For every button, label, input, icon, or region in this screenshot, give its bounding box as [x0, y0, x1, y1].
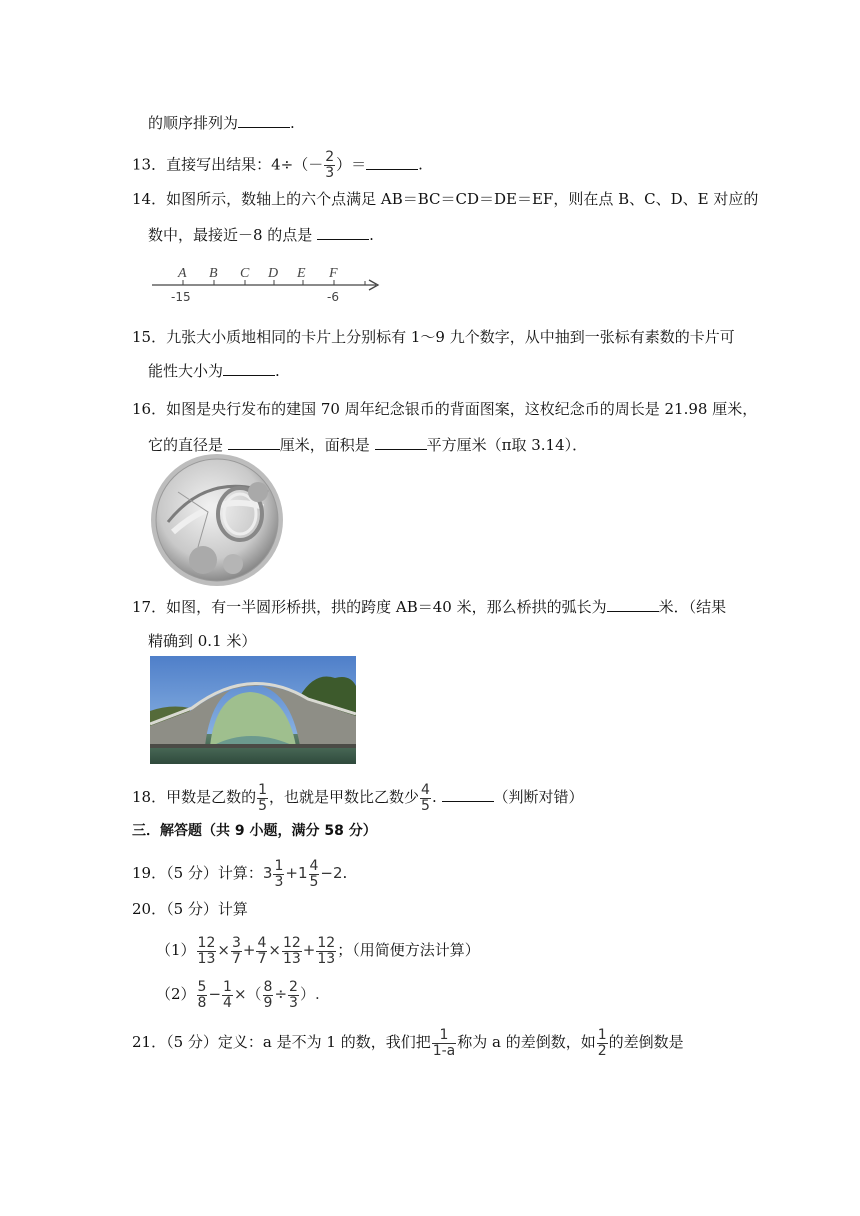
- q20-line: [132, 898, 248, 920]
- q16-text-2a: 它的直径是: [148, 436, 224, 454]
- q15-line2: [148, 360, 280, 382]
- question-number: 16．: [132, 400, 167, 418]
- q12-tail-line: [148, 112, 295, 134]
- q20-part1: [156, 932, 480, 968]
- q21-line: [132, 1024, 684, 1060]
- point-label-b: B: [209, 266, 218, 281]
- period: .: [275, 362, 280, 380]
- operator: ÷: [274, 985, 288, 1003]
- fraction: $\frac{5}{8}$: [197, 978, 207, 1011]
- q18-judge: （判断对错）: [493, 788, 584, 806]
- fraction: $\frac{1}{5}$: [258, 781, 268, 814]
- operator: +: [242, 941, 256, 959]
- q21-text-a: （5 分）定义：a 是不为 1 的数，我们把: [166, 1033, 431, 1051]
- closing-paren: ）.: [299, 985, 320, 1003]
- q17-text-1a: 如图，有一半圆形桥拱，拱的跨度 AB＝40 米，那么桥拱的弧长为: [166, 598, 607, 616]
- question-number: 18．: [132, 788, 167, 806]
- q16-line1: [132, 398, 757, 420]
- q14-line2: [148, 224, 374, 246]
- question-number: 21．: [132, 1033, 167, 1051]
- section-title-text: 三．解答题（共 9 小题，满分 58 分）: [132, 823, 377, 839]
- operator: −2: [320, 864, 343, 882]
- q14-text-2: 数中，最接近－8 的点是: [148, 226, 313, 244]
- point-label-f: F: [329, 266, 338, 281]
- period: .: [342, 864, 348, 882]
- q16-text-1: 如图是央行发布的建国 70 周年纪念银币的背面图案，这枚纪念币的周长是 21.98 厘米，: [166, 400, 758, 418]
- answer-blank: [223, 361, 275, 376]
- q14-line1: [132, 188, 758, 210]
- q15-text-2: 能性大小为: [148, 362, 224, 380]
- part-note: ；（用简便方法计算）: [337, 941, 480, 959]
- operator: +1: [285, 864, 308, 882]
- q17-line1: [132, 596, 726, 618]
- question-number: 17．: [132, 598, 167, 616]
- point-label-e: E: [297, 266, 306, 281]
- operator: ×（: [233, 985, 262, 1003]
- q21-text-b: 称为 a 的差倒数，如: [457, 1033, 596, 1051]
- whole-number: 3: [262, 864, 273, 882]
- number-line-figure: [148, 258, 388, 308]
- fraction: $\frac{2}{3}$: [289, 978, 298, 1011]
- period: .: [369, 226, 374, 244]
- q12-tail-text: 的顺序排列为: [148, 114, 239, 132]
- fraction: $\frac{1}{4}$: [223, 978, 232, 1011]
- question-number: 15．: [132, 328, 167, 346]
- tick-label-right: -6: [327, 290, 339, 304]
- point-label-c: C: [240, 266, 250, 281]
- question-number: 14．: [132, 190, 167, 208]
- question-number: 19．: [132, 864, 167, 882]
- fraction: $\frac{8}{9}$: [263, 978, 273, 1011]
- q18-text-a: 甲数是乙数的: [166, 788, 257, 806]
- q15-text-1: 九张大小质地相同的卡片上分别标有 1～9 九个数字，从中抽到一张标有素数的卡片可: [166, 328, 735, 346]
- q18-text-b: ，也就是甲数比乙数少: [269, 788, 420, 806]
- operator: ×: [268, 941, 281, 959]
- operator: +: [302, 941, 316, 959]
- fraction: $\frac{12}{13}$: [282, 934, 301, 967]
- q15-line1: [132, 326, 735, 348]
- q18-line: [132, 780, 584, 814]
- fraction: $\frac{3}{7}$: [231, 934, 241, 967]
- fraction: $\frac{1}{1-a}$: [432, 1026, 456, 1059]
- fraction: $\frac{4}{7}$: [257, 934, 267, 967]
- part-label: （2）: [156, 985, 196, 1003]
- question-number: 13．: [132, 155, 167, 174]
- q17-text-2: 精确到 0.1 米）: [148, 632, 257, 650]
- fraction: $\frac{2}{3}$: [325, 149, 335, 181]
- q16-text-2b: 厘米，面积是: [279, 436, 370, 454]
- question-number: 20．: [132, 900, 167, 918]
- q13-after: ）＝: [336, 155, 367, 174]
- point-label-a: A: [178, 266, 187, 281]
- q17-line2: [148, 630, 256, 652]
- q21-text-c: 的差倒数是: [608, 1033, 684, 1051]
- answer-blank: [238, 113, 290, 128]
- section-title: [132, 820, 377, 842]
- answer-blank: [228, 435, 280, 450]
- fraction: $\frac{4}{5}$: [309, 857, 319, 890]
- q13-line: [132, 150, 423, 181]
- operator: ×: [217, 941, 230, 959]
- tick-label-left: -15: [171, 290, 191, 304]
- answer-blank: [317, 225, 369, 240]
- operator: −: [208, 985, 222, 1003]
- period: .: [431, 788, 437, 806]
- point-label-d: D: [268, 266, 279, 281]
- answer-blank: [366, 155, 418, 170]
- period: .: [418, 155, 423, 174]
- q16-text-2c: 平方厘米（π取 3.14）．: [426, 436, 588, 454]
- fraction: $\frac{12}{13}$: [317, 934, 336, 967]
- q19-line: [132, 856, 347, 890]
- fraction: $\frac{1}{3}$: [274, 857, 284, 890]
- answer-blank: [607, 597, 659, 612]
- q20-text: （5 分）计算: [166, 900, 248, 918]
- q14-text-1: 如图所示，数轴上的六个点满足 AB＝BC＝CD＝DE＝EF，则在点 B、C、D、E 对应的: [166, 190, 759, 208]
- q20-part2: [156, 976, 320, 1012]
- answer-blank: [442, 787, 494, 802]
- fraction: $\frac{12}{13}$: [197, 934, 216, 967]
- commemorative-coin-image: [148, 452, 286, 588]
- answer-blank: [375, 435, 427, 450]
- part-label: （1）: [156, 941, 196, 959]
- fraction: $\frac{4}{5}$: [421, 781, 430, 814]
- period: .: [290, 114, 295, 132]
- arch-bridge-photo: [150, 656, 356, 764]
- q13-text: 直接写出结果：4÷（－: [166, 155, 324, 174]
- fraction: $\frac{1}{2}$: [597, 1026, 607, 1059]
- q19-text: （5 分）计算：: [166, 864, 263, 882]
- q17-text-1b: 米．（结果: [658, 598, 727, 616]
